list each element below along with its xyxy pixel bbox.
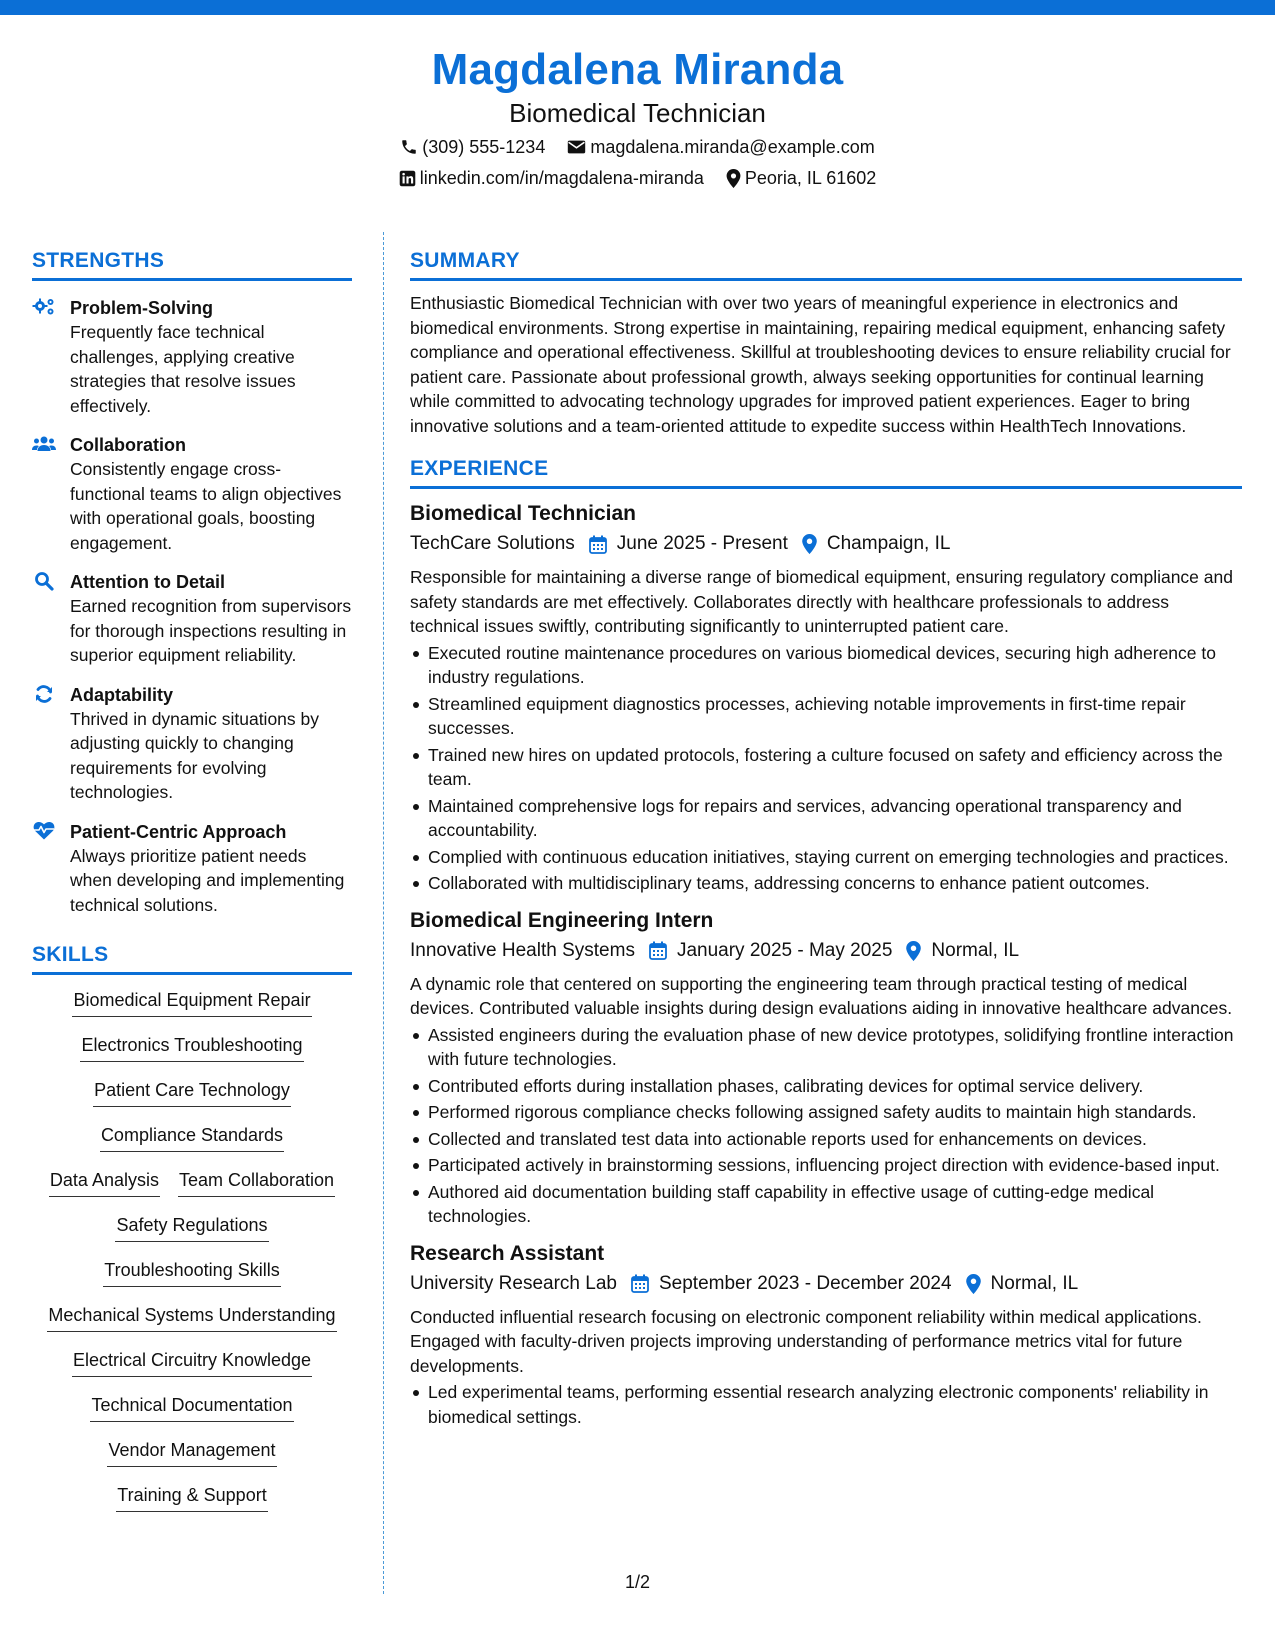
job-location: Champaign, IL	[826, 533, 951, 554]
job-bullets	[410, 641, 1242, 896]
skill-tag: Safety Regulations	[115, 1212, 268, 1242]
users-icon	[32, 434, 56, 454]
gears-icon	[32, 297, 56, 317]
skills-row	[32, 1122, 352, 1167]
skills-row	[32, 1167, 352, 1212]
candidate-title: Biomedical Technician	[509, 98, 766, 128]
job-bullet: Authored aid documentation building staff capability in effective usage of cutting-edge medical technologies.	[410, 1180, 1242, 1229]
skill-tag: Electronics Troubleshooting	[80, 1032, 303, 1062]
contact-row-primary	[0, 135, 1275, 159]
skills-rule	[32, 972, 352, 975]
strength-desc: Always prioritize patient needs when developing and implementing technical solutions.	[70, 845, 345, 915]
job-bullet: Collected and translated test data into actionable reports used for enhancements on devices.	[410, 1127, 1242, 1152]
job-bullet: Complied with continuous education initiatives, staying current on emerging technologies and practices.	[410, 845, 1242, 870]
job-company: Innovative Health Systems	[410, 939, 635, 961]
job-bullet: Performed rigorous compliance checks following assigned safety audits to maintain high standards.	[410, 1100, 1242, 1125]
job-company: University Research Lab	[410, 1272, 617, 1294]
skill-tag: Technical Documentation	[90, 1392, 293, 1422]
candidate-name: Magdalena Miranda	[431, 45, 844, 94]
skills-row	[32, 1212, 352, 1257]
map-pin-icon	[906, 941, 921, 961]
skill-tag: Mechanical Systems Understanding	[47, 1302, 336, 1332]
strength-item	[32, 296, 352, 418]
job-company: TechCare Solutions	[410, 533, 575, 554]
job-bullet: Led experimental teams, performing essential research analyzing electronic components' reliability in biomedical settings.	[410, 1380, 1242, 1429]
email-text: magdalena.miranda@example.com	[590, 137, 875, 157]
experience-section	[410, 456, 1242, 1429]
envelope-icon	[567, 139, 586, 155]
job-description: A dynamic role that centered on supporting the engineering team through practical testing of medical devices. Contributed valuable insights during design evaluations aiding in innovative healthcare advances.	[410, 973, 1233, 1018]
job-location: Normal, IL	[931, 939, 1020, 961]
left-column	[32, 248, 352, 1527]
job-meta	[410, 938, 1242, 964]
strength-desc: Thrived in dynamic situations by adjusting quickly to changing requirements for evolving technologies.	[70, 708, 319, 802]
search-icon	[32, 571, 56, 591]
strength-item	[32, 433, 352, 555]
job-dates: January 2025 - May 2025	[676, 939, 893, 961]
skills-row	[32, 1482, 352, 1527]
experience-rule	[410, 486, 1242, 489]
job-meta	[410, 1271, 1242, 1297]
phone-text: (309) 555-1234	[422, 137, 546, 157]
job-title: Biomedical Technician	[410, 502, 637, 525]
skills-row	[32, 1302, 352, 1347]
job-description: Responsible for maintaining a diverse range of biomedical equipment, ensuring regulatory compliance and safety standards are met effectively. Collaborates directly with healthcare professionals to address technical issues swiftly, contributing significantly to uninterrupted patient care.	[410, 567, 1233, 636]
skill-tag: Troubleshooting Skills	[103, 1257, 280, 1287]
skill-tag: Compliance Standards	[100, 1122, 284, 1152]
contact-location	[726, 166, 876, 190]
skill-tag: Vendor Management	[107, 1437, 276, 1467]
page-number: 1/2	[624, 1572, 651, 1592]
skills-heading: SKILLS	[32, 943, 109, 966]
strength-item	[32, 820, 352, 918]
summary-rule	[410, 278, 1242, 281]
strength-title: Patient-Centric Approach	[70, 821, 287, 842]
job-bullet: Participated actively in brainstorming sessions, influencing project direction with evidence-based input.	[410, 1153, 1242, 1178]
strengths-section	[32, 248, 352, 917]
strength-desc: Frequently face technical challenges, applying creative strategies that resolve issues effectively.	[70, 322, 296, 416]
job-bullet: Assisted engineers during the evaluation phase of new device prototypes, solidifying frontline interaction with future technologies.	[410, 1023, 1242, 1072]
strength-title: Attention to Detail	[70, 572, 225, 592]
contact-email[interactable]	[567, 135, 874, 159]
skill-tag: Electrical Circuitry Knowledge	[72, 1347, 312, 1377]
skills-section	[32, 942, 352, 1527]
sync-icon	[32, 684, 56, 704]
job-bullet: Maintained comprehensive logs for repairs and services, advancing operational transparency and accountability.	[410, 794, 1242, 843]
job-bullet: Contributed efforts during installation phases, calibrating devices for optimal service delivery.	[410, 1074, 1242, 1099]
skills-row	[32, 1032, 352, 1077]
job-bullet: Trained new hires on updated protocols, fostering a culture focused on safety and efficiency across the team.	[410, 743, 1242, 792]
job-bullet: Executed routine maintenance procedures on various biomedical devices, securing high adherence to industry regulations.	[410, 641, 1242, 690]
strength-item	[32, 683, 352, 805]
strength-desc: Earned recognition from supervisors for thorough inspections resulting in superior equipment reliability.	[70, 596, 352, 665]
contact-row-secondary	[0, 166, 1275, 190]
job-dates: September 2023 - December 2024	[658, 1272, 952, 1294]
job-bullets	[410, 1380, 1242, 1429]
skill-tag: Data Analysis	[49, 1167, 160, 1197]
job-meta	[410, 531, 1242, 557]
skills-row	[32, 1257, 352, 1302]
strengths-heading: STRENGTHS	[32, 249, 165, 272]
job-title: Research Assistant	[410, 1241, 605, 1265]
resume-header	[0, 44, 1275, 190]
calendar-icon	[649, 941, 667, 960]
skills-list	[32, 987, 352, 1527]
job-entry	[410, 501, 1242, 896]
experience-heading: EXPERIENCE	[410, 457, 549, 480]
heart-pulse-icon	[32, 821, 56, 841]
skills-row	[32, 1437, 352, 1482]
right-column	[410, 248, 1242, 1431]
skills-row	[32, 1392, 352, 1437]
strength-item	[32, 570, 352, 668]
strength-title: Problem-Solving	[70, 298, 214, 318]
skills-row	[32, 1077, 352, 1122]
job-title: Biomedical Engineering Intern	[410, 908, 714, 932]
summary-section	[410, 248, 1242, 438]
job-dates: June 2025 - Present	[616, 533, 788, 554]
skill-tag: Training & Support	[116, 1482, 267, 1512]
skill-tag: Patient Care Technology	[93, 1077, 291, 1107]
skill-tag: Team Collaboration	[178, 1167, 335, 1197]
map-pin-icon	[802, 534, 817, 554]
map-pin-icon	[726, 169, 741, 188]
column-divider	[383, 232, 384, 1594]
job-location: Normal, IL	[990, 1272, 1079, 1294]
job-bullet: Collaborated with multidisciplinary teams, addressing concerns to enhance patient outcomes.	[410, 871, 1242, 896]
map-pin-icon	[966, 1274, 981, 1294]
contact-phone[interactable]	[400, 135, 545, 159]
calendar-icon	[631, 1274, 649, 1293]
summary-heading: SUMMARY	[410, 249, 520, 272]
job-entry	[410, 1241, 1242, 1430]
job-bullets	[410, 1023, 1242, 1229]
linkedin-icon	[399, 170, 416, 187]
contact-linkedin[interactable]	[399, 166, 704, 190]
job-entry	[410, 908, 1242, 1229]
strength-title: Collaboration	[70, 435, 186, 455]
skills-row	[32, 987, 352, 1032]
strengths-rule	[32, 278, 352, 281]
calendar-icon	[589, 535, 607, 554]
top-accent-bar	[0, 0, 1275, 15]
job-bullet: Streamlined equipment diagnostics processes, achieving notable improvements in first-time repair successes.	[410, 692, 1242, 741]
skill-tag: Biomedical Equipment Repair	[72, 987, 311, 1017]
summary-text: Enthusiastic Biomedical Technician with over two years of meaningful experience in electronics and biomedical environments. Strong expertise in maintaining, repairing medical equipment, enhancing safety compliance and operational effectiveness. Skillful at troubleshooting devices to ensure reliability crucial for patient care. Passionate about professional growth, always seeking opportunities for continual learning while committed to advocating technology upgrades for improved patient experiences. Eager to bring innovative solutions and a team-oriented attitude to expedite success within HealthTech Innovations.	[410, 293, 1231, 436]
location-text: Peoria, IL 61602	[744, 168, 877, 188]
skills-row	[32, 1347, 352, 1392]
strength-title: Adaptability	[70, 684, 174, 705]
job-description: Conducted influential research focusing on electronic component reliability within medical applications. Engaged with faculty-driven projects improving understanding of performance metrics vital for future developments.	[410, 1306, 1202, 1376]
linkedin-text: linkedin.com/in/magdalena-miranda	[419, 168, 704, 188]
strength-desc: Consistently engage cross-functional teams to align objectives with operational goals, boosting engagement.	[70, 459, 342, 553]
phone-icon	[400, 138, 418, 156]
